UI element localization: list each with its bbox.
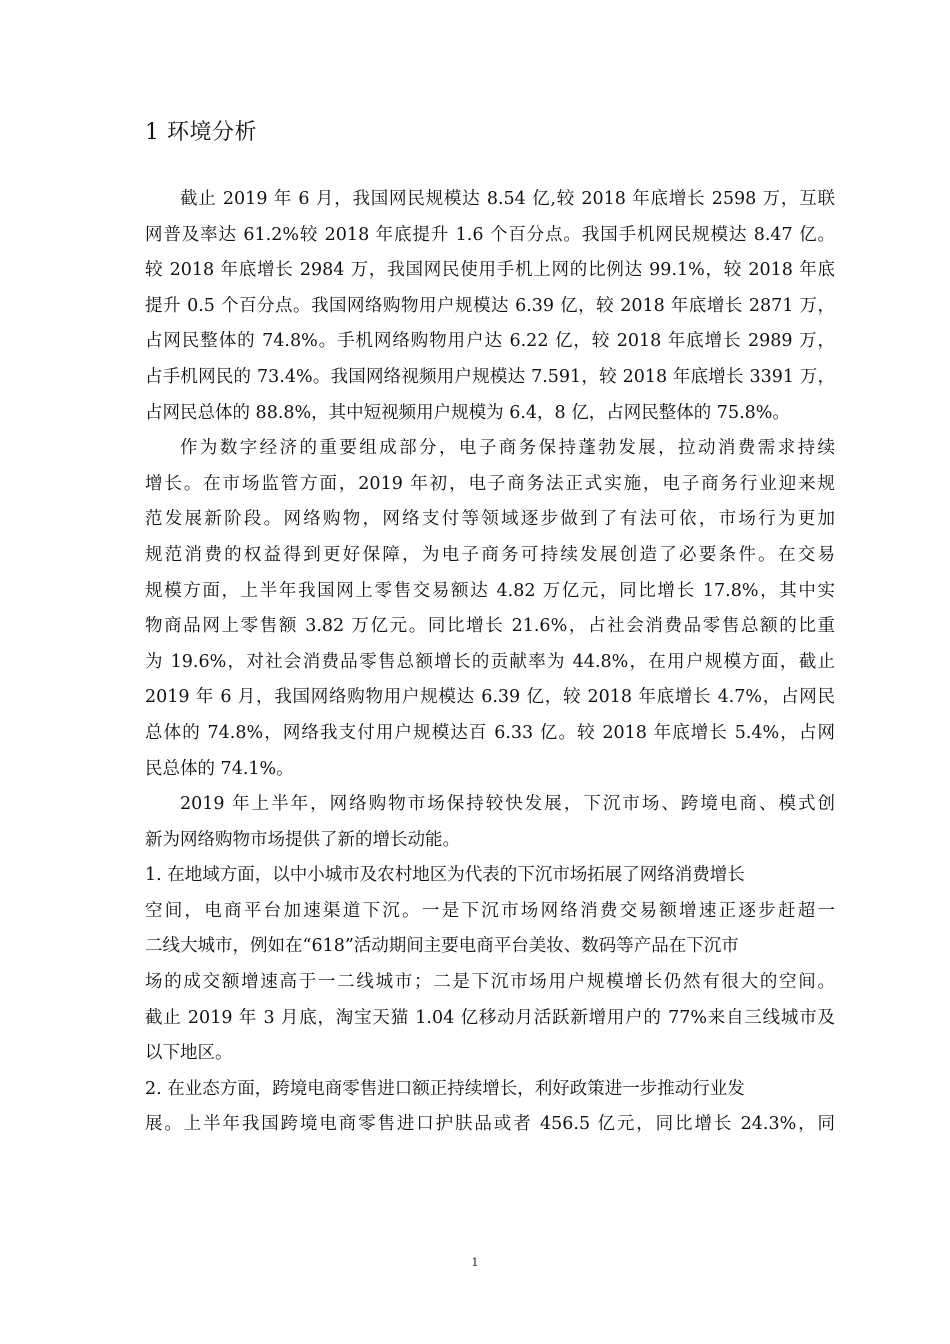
text-line: 民总体的 74.1%。 bbox=[145, 758, 294, 779]
text-line: 作为数字经济的重要组成部分，电子商务保持蓬勃发展，拉动消费需求持续 bbox=[180, 438, 835, 459]
paragraph-internet-statistics bbox=[145, 182, 835, 431]
paragraph-ecommerce-development bbox=[145, 431, 835, 787]
list-item-regional bbox=[145, 858, 835, 1072]
text-line: 规模方面，上半年我国网上零售交易额达 4.82 万亿元，同比增长 17.8%，其中实 bbox=[145, 580, 835, 601]
text-line: 2. 在业态方面，跨境电商零售进口额正持续增长，利好政策进一步推动行业发 bbox=[145, 1078, 745, 1099]
text-line: 规范消费的权益得到更好保障，为电子商务可持续发展创造了必要条件。在交易 bbox=[145, 544, 835, 565]
text-line: 以下地区。 bbox=[145, 1043, 233, 1064]
text-line: 2019 年 6 月，我国网络购物用户规模达 6.39 亿，较 2018 年底增长 4.7%，占网民 bbox=[145, 687, 835, 708]
text-line: 占网民整体的 74.8%。手机网络购物用户达 6.22 亿，较 2018 年底增长 2989 万， bbox=[145, 331, 835, 352]
page-number: 1 bbox=[471, 1256, 479, 1269]
text-line: 物商品网上零售额 3.82 万亿元。同比增长 21.6%，占社会消费品零售总额的比重 bbox=[145, 616, 835, 637]
text-line: 网普及率达 61.2%较 2018 年底提升 1.6 个百分点。我国手机网民规模达 8.47 亿。 bbox=[145, 224, 835, 245]
text-line: 截止 2019 年 3 月底，淘宝天猫 1.04 亿移动月活跃新增用户的 77%来自三线城市及 bbox=[145, 1007, 835, 1028]
section-heading: 1 环境分析 bbox=[145, 120, 257, 145]
text-line: 二线大城市，例如在“618”活动期间主要电商平台美妆、数码等产品在下沉市 bbox=[145, 936, 739, 957]
text-line: 场的成交额增速高于一二线城市；二是下沉市场用户规模增长仍然有很大的空间。 bbox=[145, 972, 835, 993]
text-line: 2019 年上半年，网络购物市场保持较快发展，下沉市场、跨境电商、模式创 bbox=[180, 794, 835, 815]
text-line: 新为网络购物市场提供了新的增长动能。 bbox=[145, 829, 460, 850]
text-line: 1. 在地域方面，以中小城市及农村地区为代表的下沉市场拓展了网络消费增长 bbox=[145, 865, 745, 886]
list-item-business-format bbox=[145, 1072, 835, 1143]
text-line: 为 19.6%，对社会消费品零售总额增长的贡献率为 44.8%，在用户规模方面，截止 bbox=[145, 651, 835, 672]
text-line: 空间，电商平台加速渠道下沉。一是下沉市场网络消费交易额增速正逐步赶超一 bbox=[145, 900, 835, 921]
text-line: 较 2018 年底增长 2984 万，我国网民使用手机上网的比例达 99.1%，较 2018 年底 bbox=[145, 260, 835, 281]
body-text bbox=[145, 182, 835, 1143]
text-line: 截止 2019 年 6 月，我国网民规模达 8.54 亿,较 2018 年底增长 2598 万，互联 bbox=[180, 189, 835, 209]
text-line: 范发展新阶段。网络购物，网络支付等领域逐步做到了有法可依，市场行为更加 bbox=[145, 509, 835, 530]
text-line: 增长。在市场监管方面，2019 年初，电子商务法正式实施，电子商务行业迎来规 bbox=[145, 473, 835, 494]
text-line: 占手机网民的 73.4%。我国网络视频用户规模达 7.591，较 2018 年底增长 3391 万， bbox=[145, 366, 835, 387]
text-line: 展。上半年我国跨境电商零售进口护肤品或者 456.5 亿元，同比增长 24.3%，同 bbox=[145, 1114, 835, 1135]
text-line: 提升 0.5 个百分点。我国网络购物用户规模达 6.39 亿，较 2018 年底增长 2871 万， bbox=[145, 295, 835, 316]
paragraph-online-shopping-growth bbox=[145, 787, 835, 858]
text-line: 总体的 74.8%，网络我支付用户规模达百 6.33 亿。较 2018 年底增长 5.4%，占网 bbox=[145, 722, 835, 743]
text-line: 占网民总体的 88.8%，其中短视频用户规模为 6.4，8 亿，占网民整体的 75.8%。 bbox=[145, 402, 790, 423]
